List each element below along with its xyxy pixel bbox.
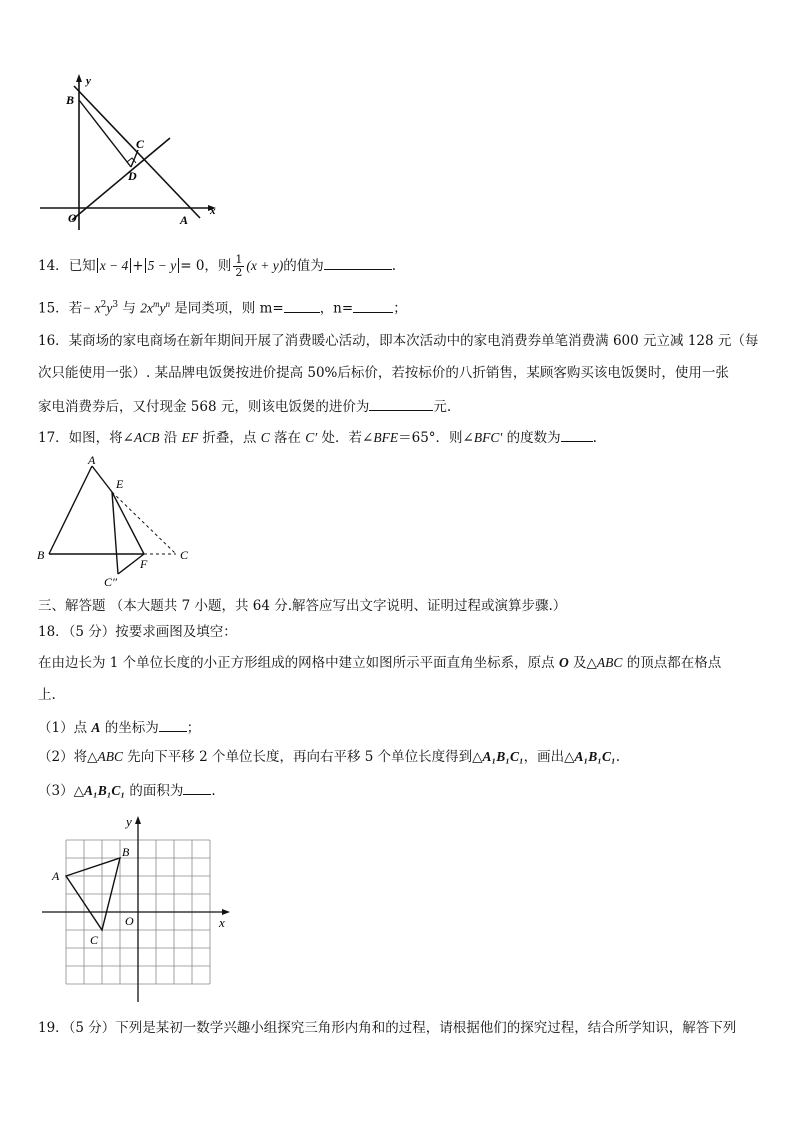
q18-p2-c: ，画出△ <box>523 749 575 765</box>
q18-p3-a1b1c1: A₁B₁C₁ <box>83 783 126 798</box>
figure-q18-grid <box>38 812 238 1007</box>
q16-line3-a: 家电消费券后，又付现金 568 元，则该电饭煲的进价为 <box>38 399 370 415</box>
q17-text-a: 17．如图，将∠ <box>38 430 134 446</box>
q17-cp: C′ <box>305 430 318 445</box>
q18-p1-a: （1）点 <box>38 720 92 736</box>
label-C: C <box>180 548 189 562</box>
label-B: B <box>37 548 45 562</box>
q14-frac-num: 1 <box>235 253 243 266</box>
label-D: D <box>128 169 137 183</box>
question-18-part-2 <box>38 748 620 766</box>
q18-p2-b: 先向下平移 2 个单位长度，再向右平移 5 个单位长度得到△ <box>122 749 483 765</box>
q18-desc1-c: 的顶点都在格点 <box>622 655 722 671</box>
q15-term1-exp2: 3 <box>112 300 119 310</box>
q18-desc1-o: O <box>558 655 569 670</box>
label-A: A <box>52 869 60 883</box>
q14-suffix: 的值为 <box>283 258 324 274</box>
q14-abs2: 5 − y <box>145 258 180 273</box>
q18-desc1-b: 及△ <box>568 655 597 671</box>
q17-bfe: BFE <box>373 430 399 445</box>
q17-text-d: 落在 <box>269 430 306 446</box>
q18-p2-a1b1c1: A₁B₁C₁ <box>482 749 524 764</box>
label-C: C <box>90 933 99 947</box>
q17-bfc: BFC′ <box>473 430 503 445</box>
q15-t3: 是同类项，则 m= <box>169 300 284 317</box>
q18-p1-b: 的坐标为 <box>100 720 159 736</box>
question-14 <box>38 254 396 279</box>
q15-term2-exp2: n <box>165 299 170 309</box>
question-19: 19．（5 分）下列是某初一数学兴趣小组探究三角形内角和的过程，请根据他们的探究过程，结合所学知识，解答下列 <box>38 1020 737 1036</box>
q15-number: 15． <box>38 300 69 317</box>
q15-n-blank[interactable] <box>353 298 393 313</box>
q17-text-b: 沿 <box>159 430 182 446</box>
q18-desc1-a: 在由边长为 1 个单位长度的小正方形组成的网格中建立如图所示平面直角坐标系，原点 <box>38 655 559 671</box>
q18-p2-abc: ABC <box>97 749 123 764</box>
q14-paren: (x + y) <box>246 258 284 273</box>
question-16-line-2: 次只能使用一张）. 某品牌电饭煲按进价提高 50%后标价，若按标价的八折销售，某顾客购买该电饭煲时，使用一张 <box>38 365 729 381</box>
q18-desc1-abc: ABC <box>596 655 623 670</box>
q17-text-e: 处．若∠ <box>317 430 374 446</box>
q15-term1-base: − x <box>82 300 101 316</box>
label-C: C <box>136 137 145 151</box>
q14-end: . <box>391 258 397 274</box>
q18-p1-A: A <box>91 720 101 735</box>
q15-t4: ，n= <box>319 300 354 317</box>
question-18-title: 18．（5 分）按要求画图及填空： <box>38 624 237 640</box>
segment-EC-dashed <box>112 492 176 554</box>
q16-line3-b: 元. <box>433 399 452 415</box>
question-18-desc-2: 上. <box>38 687 56 703</box>
q14-plus: + <box>132 258 144 274</box>
q17-answer-blank[interactable] <box>561 427 593 442</box>
label-A: A <box>88 453 96 467</box>
figure-q17 <box>34 452 204 592</box>
label-y: y <box>126 814 132 829</box>
question-18-desc-1 <box>38 654 721 672</box>
segment-AB <box>49 466 92 554</box>
q15-term1-y: y <box>106 300 113 316</box>
label-E: E <box>116 477 124 491</box>
q14-answer-blank[interactable] <box>324 255 392 270</box>
label-O: O <box>125 914 134 928</box>
q14-prefix: 已知 <box>68 258 96 274</box>
q18-p3-answer-blank[interactable] <box>183 780 211 795</box>
q17-text-f: ＝65°．则∠ <box>398 430 474 446</box>
question-18-part-1 <box>38 717 200 737</box>
question-17 <box>38 427 597 447</box>
section-3-header: 三、解答题 （本大题共 7 小题，共 64 分.解答应写出文字说明、证明过程或演算步骤.） <box>38 598 567 614</box>
q15-t5: ； <box>393 300 407 317</box>
q14-number: 14． <box>38 258 69 274</box>
q15-term2-base: 2x <box>140 300 153 316</box>
q15-term2-y: y <box>159 300 166 316</box>
q15-term1-exp1: 2 <box>100 300 107 310</box>
label-C-prime: C″ <box>104 575 118 589</box>
q18-p3-c: . <box>211 783 216 799</box>
label-y: y <box>86 75 91 87</box>
q15-t2: 与 <box>118 300 141 317</box>
q14-eq: = 0 <box>180 258 205 274</box>
question-16-line-3 <box>38 396 451 416</box>
y-axis-arrow <box>76 74 82 82</box>
q18-p3-a: （3）△ <box>38 783 84 799</box>
y-axis-arrow <box>135 816 141 824</box>
label-x: x <box>219 915 225 930</box>
label-A: A <box>180 213 189 227</box>
question-18-part-3 <box>38 780 216 800</box>
q18-p1-answer-blank[interactable] <box>159 717 187 732</box>
q14-comma: ，则 <box>204 258 232 274</box>
label-x: x <box>210 205 216 217</box>
label-F: F <box>140 557 148 571</box>
q18-p3-b: 的面积为 <box>125 783 184 799</box>
q18-p2-a1b1c1-2: A₁B₁C₁ <box>574 749 616 764</box>
q17-acb: ACB <box>134 430 160 445</box>
label-B: B <box>122 845 130 859</box>
q18-p1-c: ； <box>186 720 201 736</box>
segment-EF <box>112 492 144 554</box>
q17-text-h: . <box>592 430 597 446</box>
q17-ef: EF <box>181 430 199 445</box>
q17-text-g: 的度数为 <box>502 430 561 446</box>
q15-m-blank[interactable] <box>284 298 320 313</box>
question-15 <box>38 295 407 318</box>
segment-BD <box>79 100 131 167</box>
q14-frac-den: 2 <box>235 266 243 279</box>
q14-fraction <box>233 254 244 279</box>
question-16-line-1: 16．某商场的家电商场在新年期间开展了消费暖心活动，即本次活动中的家电消费券单笔消费满 600 元立减 128 元（每 <box>38 333 759 349</box>
label-B: B <box>66 93 75 107</box>
segment-EC-prime <box>112 492 118 574</box>
q17-c: C <box>260 430 270 445</box>
figure-q13 <box>34 72 224 232</box>
q15-term2-exp1: m <box>152 299 160 309</box>
q15-t1: 若 <box>68 300 83 317</box>
q14-abs1: x − 4 <box>97 258 132 273</box>
q16-answer-blank[interactable] <box>369 396 433 411</box>
label-O: O <box>68 211 77 225</box>
q17-text-c: 折叠，点 <box>198 430 261 446</box>
q18-p2-d: . <box>615 749 620 765</box>
segment-AE <box>92 466 112 492</box>
q18-p2-a: （2）将△ <box>38 749 98 765</box>
